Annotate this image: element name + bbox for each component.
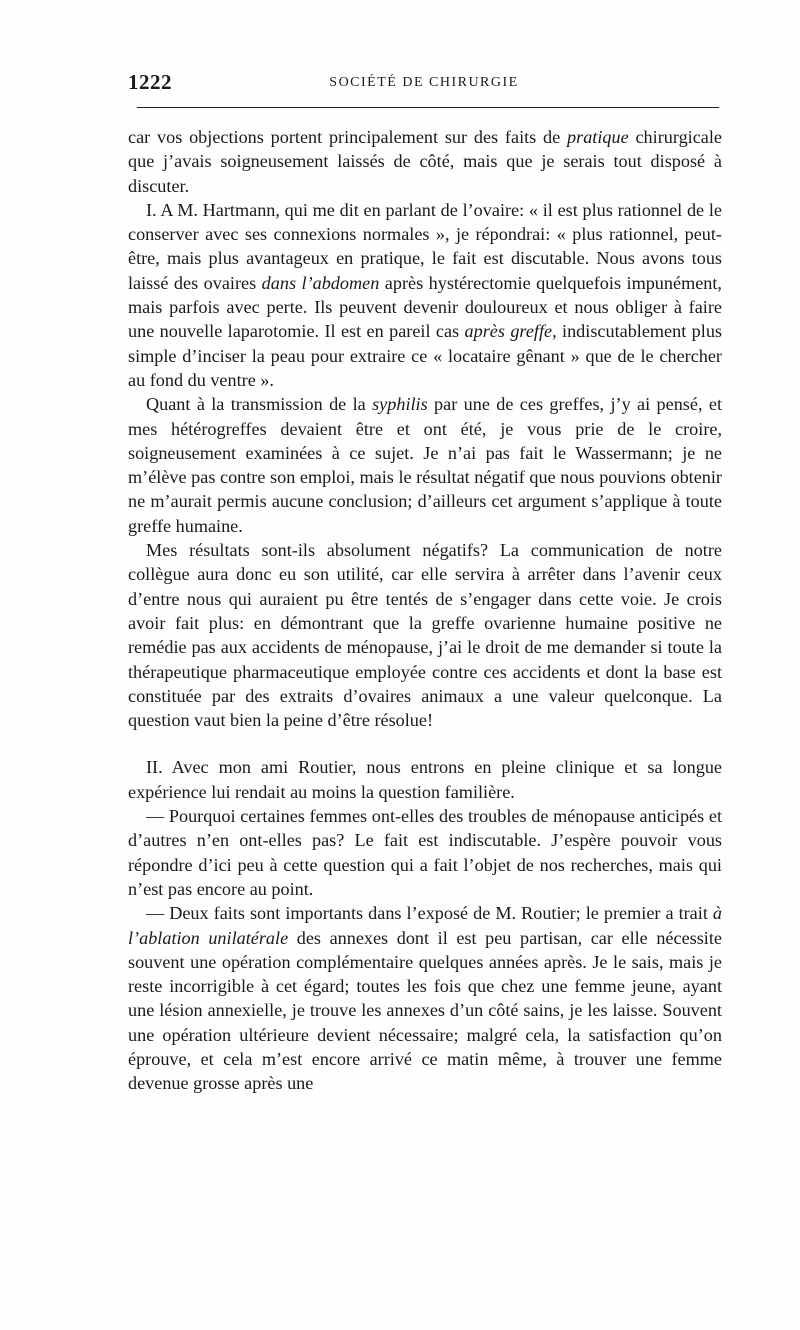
- italic-text: dans l’abdomen: [261, 272, 380, 293]
- text-run: car vos objections portent principalement sur des faits de: [128, 127, 568, 147]
- paragraph: [128, 901, 722, 1095]
- body-text: [128, 125, 722, 1096]
- text-run: après hystérectomie quelquefois impunément, mais parfois avec perte. Ils peuvent devenir douloureux et nous obliger à faire une nouvelle laparotomie. Il est en pareil cas: [128, 272, 722, 342]
- paragraph: [128, 538, 722, 732]
- text-run: Quant à la transmission de la: [146, 394, 373, 415]
- journal-title: SOCIÉTÉ DE CHIRURGIE: [329, 75, 519, 90]
- italic-text: pratique: [567, 127, 629, 147]
- text-run: — Pourquoi certaines femmes ont-elles des troubles de ménopause anticipés et d’autres n’en ont-elles pas? Le fait est indiscutable. J’espère pouvoir vous répondre d’ici peu à cette question qui a fait l’objet de nos recherches, mais qui n’est pas encore au point.: [128, 806, 722, 899]
- text-run: II. Avec mon ami Routier, nous entrons en pleine clinique et sa longue expérience lui rendait au moins la question familière.: [128, 757, 722, 802]
- text-run: , indiscutablement plus simple d’inciser la peau pour extraire ce « locataire gênant » que de le chercher au fond du ventre ».: [128, 321, 722, 390]
- paragraph: [128, 804, 722, 901]
- text-run: I. A M. Hartmann, qui me dit en parlant de l’ovaire: « il est plus rationnel de le conserver avec ses connexions normales », je répondrai: « plus rationnel, peut-être, mais plus avantageux en pratique, le fait est discutable. Nous avons tous laissé des ovaires: [128, 199, 722, 293]
- italic-text: après greffe: [464, 321, 553, 342]
- paragraph: [128, 125, 722, 198]
- page-number: 1222: [128, 70, 172, 94]
- text-run: chirurgicale que j’avais soigneusement laissés de côté, mais que je serais tout disposé à discuter.: [128, 127, 722, 196]
- paragraph: [128, 198, 722, 392]
- text-run: des annexes dont il est peu partisan, car elle nécessite souvent une opération complémentaire quelques années après. Je le sais, mais je reste incorrigible à cet égard; toutes les fois que chez une femme jeune, ayant une lésion annexielle, je trouve les annexes d’un côté sains, je les laisse. Souvent une opération ultérieure devient nécessaire; malgré cela, la satisfaction qu’on éprouve, et cela m’est encore arrivé ce matin même, à trouver une femme devenue grosse après une: [128, 927, 722, 1094]
- italic-text: à l’ablation unilatérale: [128, 903, 722, 948]
- text-run: par une de ces greffes, j’y ai pensé, et mes hétérogreffes devaient être et ont été, je vous prie de le croire, soigneusement examinées à ce sujet. Je n’ai pas fait le Wassermann; je ne m’élève pas contre son emploi, mais le résultat négatif que nous pouvions obtenir ne m’aurait permis aucune conclusion; d’ailleurs cet argument s’applique à toute greffe humaine.: [128, 394, 722, 536]
- paragraph: [128, 755, 722, 804]
- italic-text: syphilis: [372, 394, 428, 415]
- paragraph: [128, 392, 722, 538]
- text-run: Mes résultats sont-ils absolument négatifs? La communication de notre collègue aura donc eu son utilité, car elle servira à arrêter dans l’avenir ceux d’entre nous qui auraient pu être tentés de s’engager dans cette voie. Je crois avoir fait plus: en démontrant que la greffe ovarienne humaine positive ne remédie pas aux accidents de ménopause, j’ai le droit de me demander si toute la thérapeutique pharmaceutique employée contre ces accidents et dont la base est constituée par des extraits d’ovaires animaux a une valeur quelconque. La question vaut bien la peine d’être résolue!: [128, 540, 722, 731]
- text-run: — Deux faits sont importants dans l’exposé de M. Routier; le premier a trait: [146, 903, 713, 924]
- header-rule: [137, 107, 719, 108]
- running-head: [128, 70, 720, 100]
